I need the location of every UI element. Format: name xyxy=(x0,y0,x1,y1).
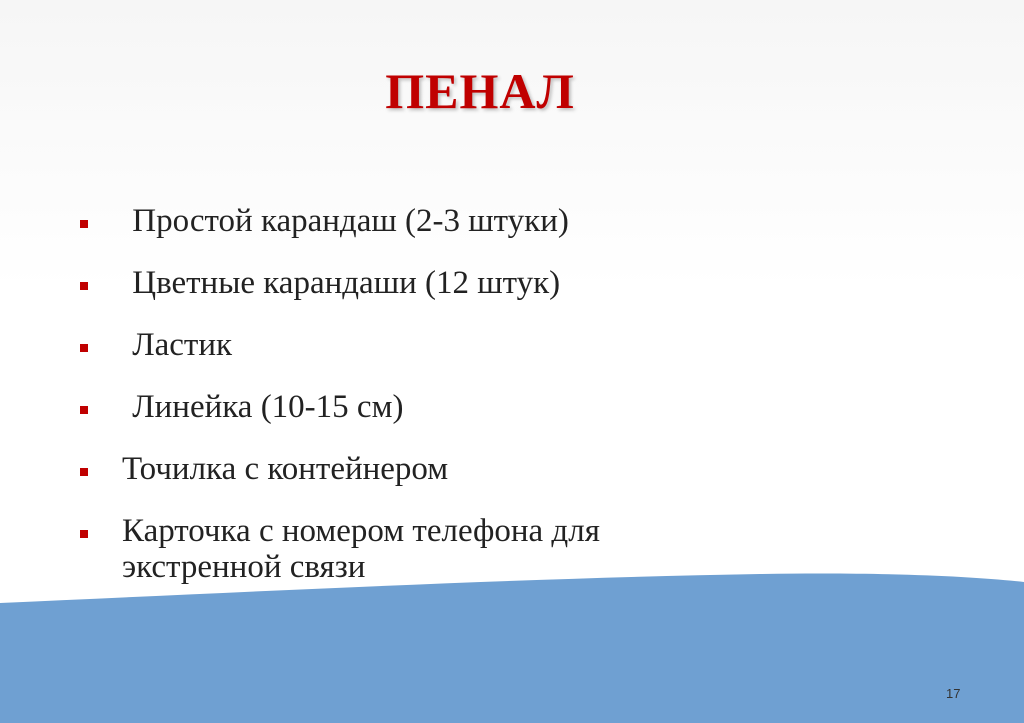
list-item-text: Карточка с номером телефона для экстренной связи xyxy=(122,513,600,585)
bullet-list xyxy=(78,203,742,611)
list-item-text: Ластик xyxy=(124,327,233,363)
list-item xyxy=(78,451,742,487)
square-bullet-icon xyxy=(80,406,88,414)
square-bullet-icon xyxy=(80,220,88,228)
list-item xyxy=(78,265,742,301)
square-bullet-icon xyxy=(80,282,88,290)
list-item xyxy=(78,203,742,239)
list-item-text: Цветные карандаши (12 штук) xyxy=(124,265,561,301)
list-item xyxy=(78,389,742,425)
square-bullet-icon xyxy=(80,344,88,352)
square-bullet-icon xyxy=(80,468,88,476)
list-item xyxy=(78,513,742,585)
list-item-text: Точилка с контейнером xyxy=(122,451,449,487)
list-item xyxy=(78,327,742,363)
list-item-text: Простой карандаш (2-3 штуки) xyxy=(124,203,569,239)
list-item-text: Линейка (10-15 см) xyxy=(124,389,404,425)
square-bullet-icon xyxy=(80,530,88,538)
page-number: 17 xyxy=(946,686,961,701)
slide-title: ПЕНАЛ xyxy=(385,63,575,119)
